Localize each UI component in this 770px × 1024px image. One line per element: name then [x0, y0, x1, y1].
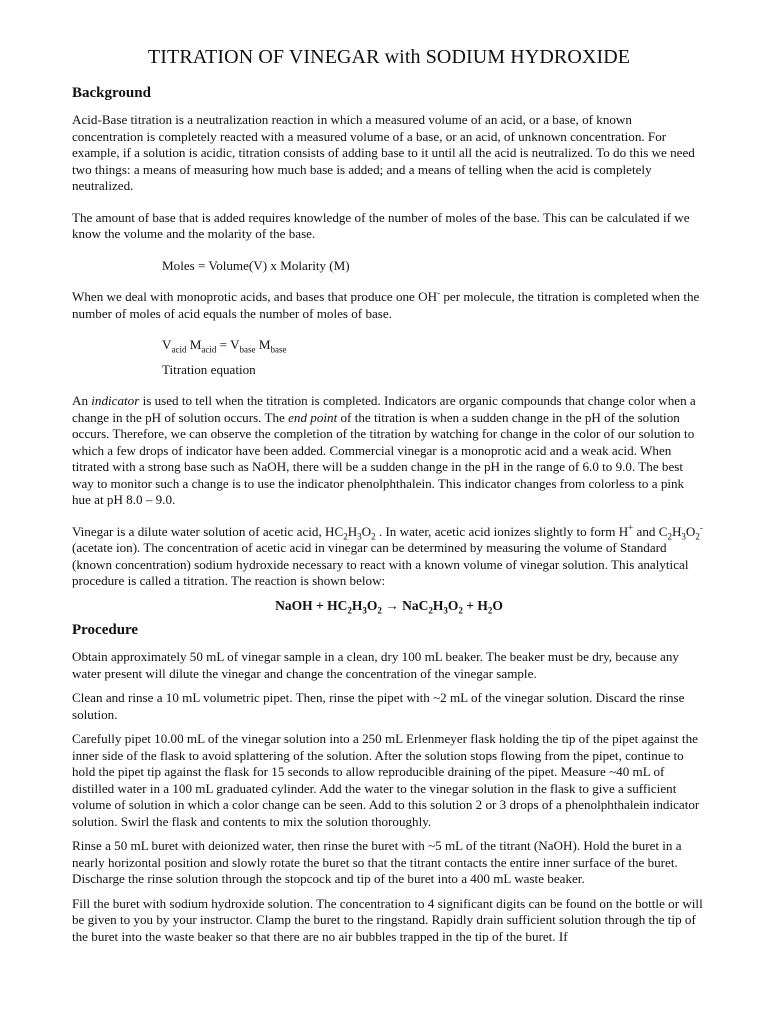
background-paragraph-3: When we deal with monoprotic acids, and bases that produce one OH- per molecule, the titration is completed when the number of moles of acid equals the number of moles of base.	[72, 287, 700, 321]
document-page	[72, 46, 706, 953]
background-paragraph-4: An indicator is used to tell when the titration is completed. Indicators are organic compounds that change color when a change in the pH of solution occurs. The end point of the titration is when a sudden change in the pH of the solution occurs. Therefore, we can observe the completion of the titration by watching for change in the color of our solution to which a few drops of indicator have been added. Commercial vinegar is a monoprotic acid and a weak acid. When titrated with a strong base such as NaOH, there will be a sudden change in the pH in the range of 6.0 to 9.0. The best way to monitor such a change is to use the indicator phenolphthalein. This indicator changes from colorless to a pink hue at pH 8.0 – 9.0.	[72, 393, 696, 507]
procedure-paragraph-4: Rinse a 50 mL buret with deionized water, then rinse the buret with ~5 mL of the titrant (NaOH). Hold the buret in a nearly horizontal position and slowly rotate the buret so that the titrant contacts the entire inner surface of the buret. Discharge the rinse solution through the stopcock and tip of the buret into a 400 mL waste beaker.	[72, 838, 682, 886]
procedure-paragraph-1: Obtain approximately 50 mL of vinegar sample in a clean, dry 100 mL beaker. The beaker must be dry, because any water present will dilute the vinegar and change the concentration of the vinegar sample.	[72, 649, 679, 681]
page-title: TITRATION OF VINEGAR with SODIUM HYDROXIDE	[147, 46, 631, 68]
reaction-arrow: →	[381, 597, 403, 613]
background-heading: Background	[72, 85, 151, 101]
procedure-heading: Procedure	[72, 622, 139, 638]
moles-equation: Moles = Volume(V) x Molarity (M)	[162, 257, 350, 273]
procedure-paragraph-2: Clean and rinse a 10 mL volumetric pipet. Then, rinse the pipet with ~2 mL of the vinegar solution. Discard the rinse solution.	[72, 690, 685, 722]
procedure-paragraph-5: Fill the buret with sodium hydroxide solution. The concentration to 4 significant digits can be found on the bottle or will be given to you by your instructor. Clamp the buret to the ringstand. Rapidly drain sufficient solution through the tip of the buret into the waste beaker so that there are no air bubbles trapped in the tip of the buret. If	[72, 895, 703, 944]
procedure-paragraph-3: Carefully pipet 10.00 mL of the vinegar solution into a 250 mL Erlenmeyer flask holding the tip of the pipet against the inner side of the flask to avoid splattering of the solution. After the solution stops flowing from the pipet, continue to hold the pipet tip against the flask for 15 seconds to allow reproducible draining of the pipet. Measure ~40 mL of distilled water in a 100 mL graduated cylinder. Add the water to the vinegar solution in the flask to give a sufficient volume of solution in which a color change can be seen. Add to this solution 2 or 3 drops of a phenolphthalein indicator solution. Swirl the flask and contents to mix the solution thoroughly.	[72, 731, 700, 829]
background-paragraph-5: Vinegar is a dilute water solution of acetic acid, $HC_2H_3O_2$ . In water, acetic acid ionizes slightly to form H+ and $C_2H_3O_2^-$ (acetate ion). The concentration of acetic acid in vinegar can be determined by measuring the volume of Standard (known concentration) sodium hydroxide necessary to react with a known volume of vinegar solution. This analytical procedure is called a titration. The reaction is shown below:	[72, 522, 703, 588]
reaction-equation: NaOH + $HC_2H_3O_2 \to NaC_2H_3O_2 + H_2O$	[275, 597, 503, 616]
titration-equation-caption: Titration equation	[162, 361, 256, 377]
background-paragraph-1: Acid-Base titration is a neutralization reaction in which a measured volume of an acid, or a base, of known concentration is completely reacted with a measured volume of a base, or an acid, of unknown concentration. For example, if a solution is acidic, titration consists of adding base to it until all the acid is neutralized. To do this we need two things: a means of measuring how much base is added; and a means of telling when the acid is completely neutralized.	[72, 112, 695, 193]
titration-equation: $V_{acid}$ $M_{acid} = V_{base}$ $M_{base}$	[162, 337, 287, 355]
background-paragraph-2: The amount of base that is added requires knowledge of the number of moles of the base. This can be calculated if we know the volume and the molarity of the base.	[72, 209, 690, 241]
